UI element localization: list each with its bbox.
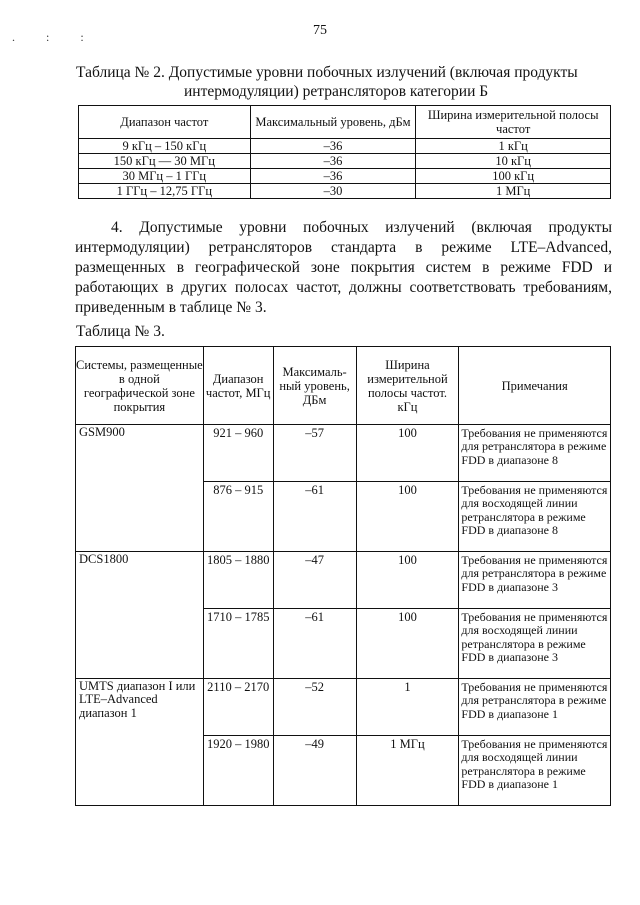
table2-cell-range: 1 ГГц – 12,75 ГГц (79, 184, 251, 199)
table-row (79, 184, 611, 199)
table3-cell-range: 921 – 960 (203, 425, 273, 482)
table-row (79, 154, 611, 169)
table3-header-row (76, 347, 611, 425)
table3 (75, 346, 611, 806)
table3-cell-bandwidth: 1 МГц (356, 736, 459, 806)
table2-caption-line2: интермодуляции) ретрансляторов категории Б (184, 83, 489, 100)
table2-header-row (79, 106, 611, 139)
table3-cell-level: –52 (273, 679, 356, 736)
table3-cell-note: Требования не применяются для восходящей линии ретранслятора в режиме FDD в диапазоне 1 (459, 736, 611, 806)
table2-cell-range: 9 кГц – 150 кГц (79, 139, 251, 154)
table3-header-range: Диапазон частот, МГц (203, 347, 273, 425)
table2-cell-range: 30 МГц – 1 ГГц (79, 169, 251, 184)
table2-cell-level: –36 (250, 139, 416, 154)
table3-cell-system: DCS1800 (76, 552, 204, 679)
table-row (76, 552, 611, 609)
table3-cell-system: GSM900 (76, 425, 204, 552)
table-row (79, 139, 611, 154)
table3-cell-range: 2110 – 2170 (203, 679, 273, 736)
table3-cell-note: Требования не применяются для восходящей линии ретранслятора в режиме FDD в диапазоне 3 (459, 609, 611, 679)
table3-header-systems: Системы, размещенные в одной географической зоне покрытия (76, 347, 204, 425)
table3-cell-note: Требования не применяются для ретранслятора в режиме FDD в диапазоне 3 (459, 552, 611, 609)
table3-cell-range: 1805 – 1880 (203, 552, 273, 609)
page-number: 75 (313, 23, 327, 38)
table3-cell-level: –57 (273, 425, 356, 482)
table2-cell-level: –36 (250, 169, 416, 184)
table3-cell-level: –61 (273, 609, 356, 679)
table2-header-level: Максимальный уровень, дБм (250, 106, 416, 139)
table3-cell-note: Требования не применяются для ретранслятора в режиме FDD в диапазоне 8 (459, 425, 611, 482)
table2-header-range: Диапазон частот (79, 106, 251, 139)
table2-cell-range: 150 кГц — 30 МГц (79, 154, 251, 169)
table3-cell-bandwidth: 100 (356, 482, 459, 552)
table3-cell-bandwidth: 1 (356, 679, 459, 736)
table3-header-level: Максималь-ный уровень, ДБм (273, 347, 356, 425)
table3-cell-range: 876 – 915 (203, 482, 273, 552)
table3-cell-system: UMTS диапазон I или LTE–Advanced диапазон 1 (76, 679, 204, 806)
table-row (76, 679, 611, 736)
table2-caption (76, 63, 616, 101)
table3-cell-level: –61 (273, 482, 356, 552)
table2-cell-level: –30 (250, 184, 416, 199)
table2-caption-line1: Таблица № 2. Допустимые уровни побочных излучений (включая продукты (76, 64, 578, 81)
table2-cell-bandwidth: 1 кГц (416, 139, 611, 154)
table2-header-bandwidth: Ширина измерительной полосы частот (416, 106, 611, 139)
table2-cell-bandwidth: 10 кГц (416, 154, 611, 169)
table2-cell-bandwidth: 100 кГц (416, 169, 611, 184)
table3-cell-range: 1710 – 1785 (203, 609, 273, 679)
requirements-paragraph (75, 218, 612, 318)
table3-cell-bandwidth: 100 (356, 425, 459, 482)
table2-cell-bandwidth: 1 МГц (416, 184, 611, 199)
table3-cell-note: Требования не применяются для ретранслятора в режиме FDD в диапазоне 1 (459, 679, 611, 736)
table3-cell-level: –47 (273, 552, 356, 609)
table3-cell-bandwidth: 100 (356, 609, 459, 679)
table2 (78, 105, 611, 199)
table-row (79, 169, 611, 184)
table3-cell-level: –49 (273, 736, 356, 806)
table2-cell-level: –36 (250, 154, 416, 169)
table3-header-bandwidth: Ширина измерительной полосы частот. кГц (356, 347, 459, 425)
paragraph-text: 4. Допустимые уровни побочных излучений (включая продукты интермодуляции) ретрансляторов стандарта в режиме LTE–Advanced, размещенных в географической зоне покрытия систем в режиме FDD и работающих в других полосах частот, должны соответствовать требованиям, приведенным в таблице № 3. (75, 219, 612, 316)
margin-marks: . : : (12, 30, 98, 44)
table3-caption: Таблица № 3. (76, 323, 165, 340)
table-row (76, 425, 611, 482)
table3-cell-note: Требования не применяются для восходящей линии ретранслятора в режиме FDD в диапазоне 8 (459, 482, 611, 552)
table3-cell-range: 1920 – 1980 (203, 736, 273, 806)
table3-header-notes: Примечания (459, 347, 611, 425)
table3-cell-bandwidth: 100 (356, 552, 459, 609)
